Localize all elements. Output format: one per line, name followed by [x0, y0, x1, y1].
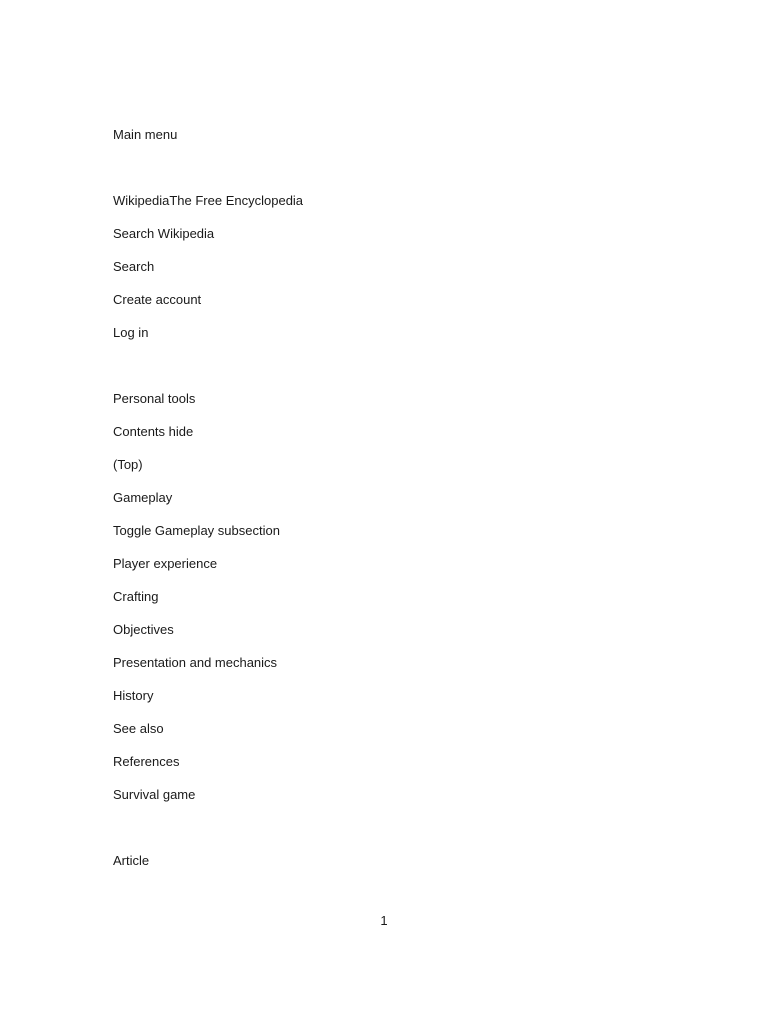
toc-history-text: History	[113, 688, 154, 703]
toc-crafting-text: Crafting	[113, 589, 159, 604]
toggle-gameplay-subsection-text: Toggle Gameplay subsection	[113, 523, 280, 538]
toc-objectives-text: Objectives	[113, 622, 174, 637]
search-wikipedia-text: Search Wikipedia	[113, 226, 215, 241]
article-tab-text: Article	[113, 853, 150, 868]
site-title-text: WikipediaThe Free Encyclopedia	[113, 193, 304, 208]
create-account-text: Create account	[113, 292, 202, 307]
contents-hide-text: Contents hide	[113, 424, 194, 439]
toc-see-also-text: See also	[113, 721, 164, 736]
toc-top-text: (Top)	[113, 457, 143, 472]
main-menu-text: Main menu	[113, 127, 178, 142]
search-text: Search	[113, 259, 155, 274]
toc-presentation-and-mechanics-text: Presentation and mechanics	[113, 655, 278, 670]
log-in-text: Log in	[113, 325, 149, 340]
toc-gameplay-text: Gameplay	[113, 490, 173, 505]
page-number: 1	[380, 913, 388, 928]
personal-tools-text: Personal tools	[113, 391, 196, 406]
article-title-text: Survival game	[113, 787, 196, 802]
toc-references-text: References	[113, 754, 180, 769]
toc-player-experience-text: Player experience	[113, 556, 218, 571]
